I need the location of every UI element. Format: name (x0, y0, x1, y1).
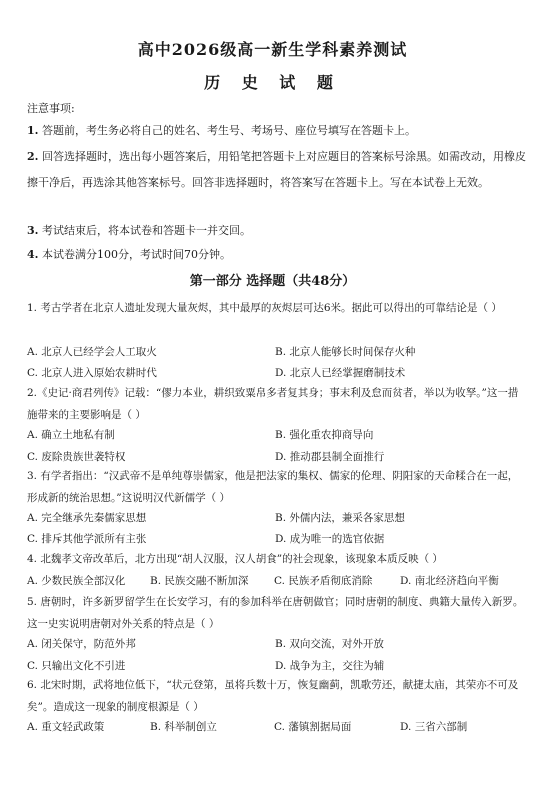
option-b: B. 民族交融不断加深 (150, 575, 249, 587)
option-b: B. 科举制创立 (150, 721, 217, 733)
option-a: A. 少数民族全部汉化 (27, 575, 126, 587)
option-b: B. 北京人能够长时间保存火种 (275, 346, 416, 358)
option-b: B. 强化重农抑商导向 (275, 429, 374, 441)
question-stem: 6. 北宋时期，武将地位低下，“状元登第，虽将兵数十万，恢复幽蓟，凯歌劳还，献捷太庙，其荣亦不可及矣”。造成这一现象的制度根源是（ ） (27, 679, 519, 713)
option-a: A. 北京人已经学会人工取火 (27, 346, 157, 358)
question-stem: 5. 唐朝时，许多新罗留学生在长安学习，有的参加科举在唐朝做官；同时唐朝的制度、典籍大量传入新罗。这一史实说明唐朝对外关系的特点是（ ） (27, 596, 524, 630)
option-c: C. 只输出文化不引进 (27, 660, 126, 672)
notes-heading: 注意事项: (27, 102, 75, 115)
option-c: C. 民族矛盾彻底消除 (274, 575, 373, 587)
note-item: 4. 本试卷满分100分，考试时间70分钟。 (27, 248, 231, 261)
option-a: A. 确立土地私有制 (27, 429, 115, 441)
exam-title: 高中2026级高一新生学科素养测试 (137, 40, 408, 59)
option-d: D. 三省六部制 (400, 721, 468, 733)
question-stem: 3. 有学者指出：“汉武帝不是单纯尊崇儒家，他是把法家的集权、儒家的伦理、阴阳家的天命糅合在一起，形成新的统治思想。”这说明汉代新儒学（ ） (27, 470, 519, 504)
subject-title: 历 史 试 题 (204, 73, 341, 92)
option-d: D. 成为唯一的选官依据 (275, 533, 385, 545)
option-d: D. 北京人已经掌握磨制技术 (275, 367, 406, 379)
note-item: 1. 答题前，考生务必将自己的姓名、考生号、考场号、座位号填写在答题卡上。 (27, 124, 416, 137)
question-stem: 4. 北魏孝文帝改革后，北方出现“胡人汉服，汉人胡食”的社会现象，该现象本质反映（ ） (27, 553, 443, 565)
option-b: B. 双向交流，对外开放 (275, 638, 384, 650)
option-d: D. 推动郡县制全面推行 (275, 451, 385, 463)
option-a: A. 闭关保守，防范外邦 (27, 638, 136, 650)
option-c: C. 废除贵族世袭特权 (27, 451, 126, 463)
option-c: C. 北京人进入原始农耕时代 (27, 367, 157, 379)
note-item: 2. 回答选择题时，选出每小题答案后，用铅笔把答题卡上对应题目的答案标号涂黑。如需改动，用橡皮擦干净后，再选涂其他答案标号。回答非选择题时，将答案写在答题卡上。写在本试卷上无效。 (27, 150, 526, 189)
option-a: A. 重文轻武政策 (27, 721, 105, 733)
question-stem: 1. 考古学者在北京人遗址发现大量灰烬，其中最厚的灰烬层可达6米。据此可以得出的可靠结论是（ ） (27, 302, 502, 314)
option-a: A. 完全继承先秦儒家思想 (27, 512, 147, 524)
option-d: D. 战争为主，交往为辅 (275, 660, 385, 672)
option-b: B. 外儒内法，兼采各家思想 (275, 512, 405, 524)
option-c: C. 排斥其他学派所有主张 (27, 533, 147, 545)
option-c: C. 藩镇割据局面 (274, 721, 352, 733)
section-title: 第一部分 选择题（共48分） (189, 274, 356, 289)
option-d: D. 南北经济趋向平衡 (400, 575, 499, 587)
note-item: 3. 考试结束后，将本试卷和答题卡一并交回。 (27, 224, 251, 237)
question-stem: 2.《史记·商君列传》记载：“僇力本业，耕织致粟帛多者复其身；事末利及怠而贫者，举以为收孥。”这一措施带来的主要影响是（ ） (27, 387, 519, 421)
